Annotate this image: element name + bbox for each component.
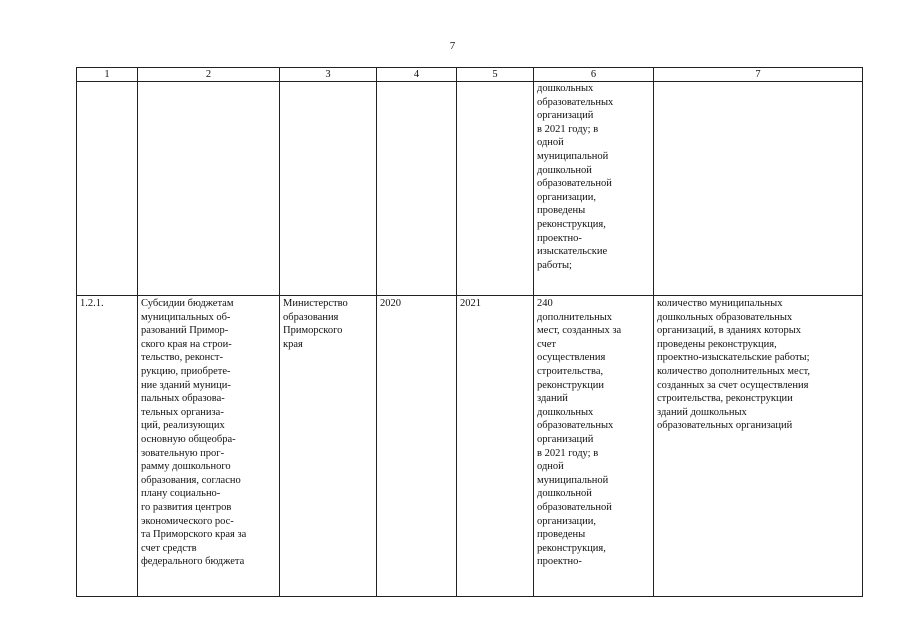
cell-line: Субсидии бюджетам [141, 298, 234, 309]
cell-line: ций, реализующих [141, 420, 225, 432]
column-number-1: 1 [77, 68, 138, 82]
cell-line: организаций [537, 110, 594, 122]
cell-line: плану социально- [141, 488, 221, 500]
cell-line: в 2021 году; в [537, 447, 599, 459]
cell-line: изыскательские [537, 246, 608, 258]
indicator-cell [654, 82, 863, 296]
cell-line: разований Примор- [141, 325, 229, 337]
cell-line: муниципальных об- [141, 311, 231, 323]
cell-line: реконструкция, [537, 542, 606, 554]
cell-line: дошкольных образовательных [657, 311, 793, 323]
cell-line: реконструкции [537, 379, 605, 391]
cell-line: зданий [537, 393, 568, 405]
cell-line: го развития центров [141, 501, 232, 513]
cell-line: строительства, реконструкции [657, 393, 793, 405]
cell-line: счет [537, 338, 556, 350]
column-number-2: 2 [138, 68, 280, 82]
cell-line: количество муниципальных [657, 298, 783, 309]
item-number-cell: 1.2.1. [77, 296, 138, 597]
cell-line: Министерство [283, 298, 348, 309]
item-number-cell [77, 82, 138, 296]
cell-line: муниципальной [537, 474, 609, 486]
cell-line: проектно-изыскательские работы; [657, 352, 810, 364]
cell-line: в 2021 году; в [537, 123, 599, 135]
cell-line: организаций, в зданиях которых [657, 325, 802, 337]
column-number-row [77, 68, 863, 82]
cell-line: количество дополнительных мест, [657, 365, 811, 377]
cell-line: работы; [537, 259, 572, 271]
cell-line: тельных организа- [141, 406, 224, 418]
cell-line: созданных за счет осуществления [657, 379, 809, 391]
cell-line: одной [537, 137, 564, 149]
column-number-5: 5 [457, 68, 534, 82]
cell-line: Приморского [283, 325, 343, 337]
executor-cell [280, 296, 377, 597]
expected-result-cell [534, 82, 654, 296]
cell-line: образовательных [537, 96, 614, 108]
cell-line: проектно- [537, 556, 582, 568]
end-year-cell: 2021 [457, 296, 534, 597]
cell-line: тельство, реконст- [141, 352, 224, 364]
indicator-cell [654, 296, 863, 597]
cell-line: организаций [537, 433, 594, 445]
cell-line: пальных образова- [141, 393, 225, 405]
cell-line: организации, [537, 191, 596, 203]
table-row-continuation [77, 82, 863, 296]
cell-line: федерального бюджета [141, 556, 245, 568]
column-number-6: 6 [534, 68, 654, 82]
cell-line: рукцию, приобрете- [141, 365, 231, 377]
cell-line: рамму дошкольного [141, 461, 231, 473]
cell-line: края [283, 338, 303, 350]
cell-line: образования [283, 311, 339, 323]
cell-line: одной [537, 461, 564, 473]
table-row-1-2-1 [77, 296, 863, 597]
cell-line: проведены [537, 205, 586, 217]
column-number-3: 3 [280, 68, 377, 82]
cell-line: организации, [537, 515, 596, 527]
cell-line: осуществления [537, 352, 606, 364]
cell-line: ние зданий муници- [141, 379, 231, 391]
cell-line: муниципальной [537, 150, 609, 162]
cell-line: проведены реконструкция, [657, 338, 777, 350]
cell-line: проектно- [537, 232, 582, 244]
cell-line: строительства, [537, 365, 604, 377]
program-table [76, 67, 863, 597]
cell-line: дошкольной [537, 164, 592, 176]
cell-line: дошкольной [537, 488, 592, 500]
measure-name-cell [138, 296, 280, 597]
cell-line: зданий дошкольных [657, 406, 747, 418]
cell-line: проведены [537, 529, 586, 541]
cell-line: дошкольных [537, 83, 594, 94]
end-year-cell [457, 82, 534, 296]
measure-name-cell [138, 82, 280, 296]
executor-cell [280, 82, 377, 296]
cell-line: счет средств [141, 542, 197, 554]
cell-line: образования, согласно [141, 474, 241, 486]
cell-line: образовательной [537, 501, 612, 513]
cell-line: 240 [537, 298, 553, 309]
cell-line: зовательную прог- [141, 447, 225, 459]
start-year-cell [377, 82, 457, 296]
cell-line: дошкольных [537, 406, 594, 418]
cell-line: образовательных организаций [657, 420, 793, 432]
cell-line: образовательных [537, 420, 614, 432]
cell-line: образовательной [537, 178, 612, 190]
cell-line: экономического рос- [141, 515, 234, 527]
column-number-4: 4 [377, 68, 457, 82]
cell-line: та Приморского края за [141, 529, 247, 541]
cell-line: ского края на строи- [141, 338, 232, 350]
column-number-7: 7 [654, 68, 863, 82]
expected-result-cell [534, 296, 654, 597]
cell-line: основную общеобра- [141, 433, 236, 445]
start-year-cell: 2020 [377, 296, 457, 597]
page-number: 7 [449, 40, 456, 52]
cell-line: дополнительных [537, 311, 613, 323]
cell-line: реконструкция, [537, 218, 606, 230]
cell-line: мест, созданных за [537, 325, 622, 337]
